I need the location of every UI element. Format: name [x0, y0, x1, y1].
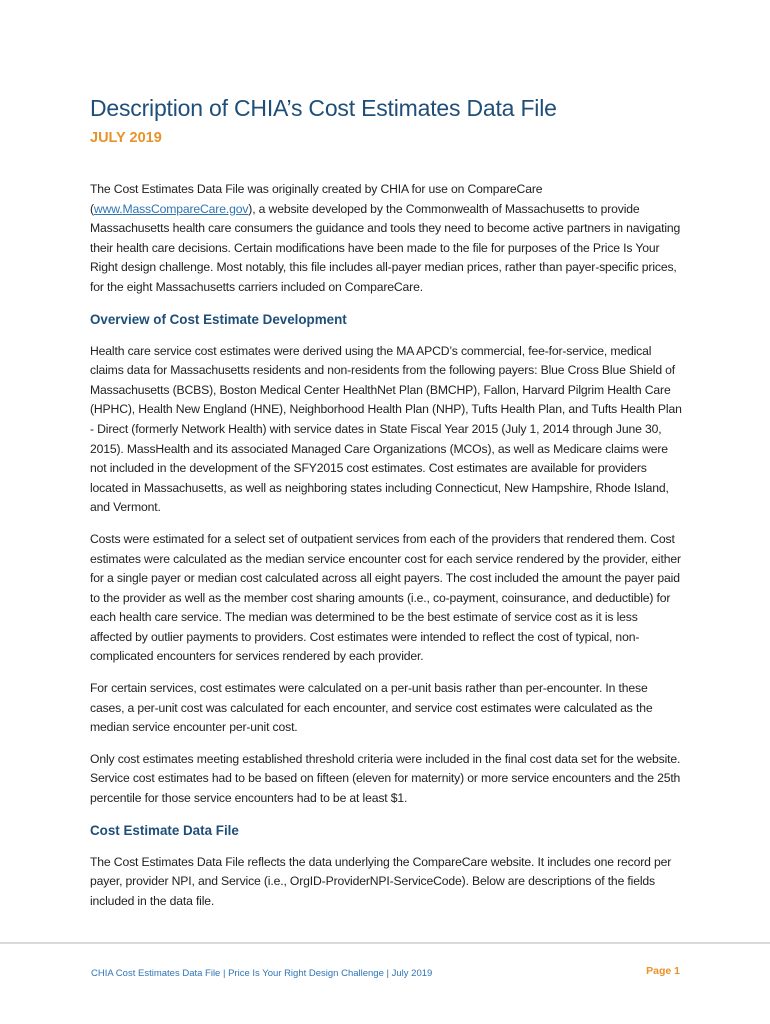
footer-text: CHIA Cost Estimates Data File | Price Is Your Right Design Challenge | July 2019 — [91, 968, 433, 979]
overview-paragraph-1: Health care service cost estimates were derived using the MA APCD’s commercial, fee-for-service, medical claims data for Massachusetts residents and non-residents from the following payers: Blue Cross Blue Shield of Massachusetts (BCBS), Boston Medical Center HealthNet Plan (BMCHP), Fallon, Harvard Pilgrim Health Care (HPHC), Health New England (HNE), Neighborhood Health Plan (NHP), Tufts Health Plan, and Tufts Health Plan - Direct (formerly Network Health) with service dates in State Fiscal Year 2015 (July 1, 2014 through June 30, 2015). MassHealth and its associated Managed Care Organizations (MCOs), as well as Medicare claims were not included in the development of the SFY2015 cost estimates. Cost estimates are available for providers located in Massachusetts, as well as neighboring states including Connecticut, New Hampshire, Rhode Island, and Vermont. — [90, 343, 682, 515]
overview-paragraph-3: For certain services, cost estimates were calculated on a per-unit basis rather than per-encounter. In these cases, a per-unit cost was calculated for each encounter, and service cost estimates were calculated as the median service encounter per-unit cost. — [90, 681, 653, 735]
intro-paragraph — [90, 180, 682, 298]
intro-text-after-link: ), a website developed by the Commonwealth of Massachusetts to provide Massachusetts health care consumers the guidance and tools they need to become active partners in navigating their health care decisions. Certain modifications have been made to the file for purposes of the Price Is Your Right design challenge. Most notably, this file includes all-payer median prices, rather than payer-specific prices, for the eight Massachusetts carriers included on CompareCare. — [90, 201, 681, 294]
document-title: Description of CHIA’s Cost Estimates Data File — [90, 95, 557, 121]
overview-paragraph-4: Only cost estimates meeting established threshold criteria were included in the final cost data set for the website. Service cost estimates had to be based on fifteen (eleven for maternity) or more service encounters and the 25th percentile for those service encounters had to be at least $1. — [90, 751, 681, 806]
data-file-heading: Cost Estimate Data File — [90, 822, 239, 838]
footer-divider — [0, 942, 770, 944]
overview-paragraph-2: Costs were estimated for a select set of outpatient services from each of the providers that rendered them. Cost estimates were calculated as the median service encounter cost for each service rendered by the provider, either for a single payer or median cost calculated across all eight payers. The cost included the amount the payer paid to the provider as well as the member cost sharing amounts (i.e., co-payment, coinsurance, and deductible) for each health care service. The median was determined to be the best estimate of service cost as it is less affected by outlier payments to providers. Cost estimates were intended to reflect the cost of typical, non-complicated encounters for services rendered by each provider. — [90, 531, 681, 664]
masscomparecare-link[interactable]: www.MassCompareCare.gov — [93, 201, 249, 216]
intro-text-before-link: The Cost Estimates Data File was originally created by CHIA for use on CompareCare ( — [90, 182, 543, 216]
overview-heading: Overview of Cost Estimate Development — [90, 311, 347, 327]
data-file-paragraph: The Cost Estimates Data File reflects the data underlying the CompareCare website. It includes one record per payer, provider NPI, and Service (i.e., OrgID-ProviderNPI-ServiceCode). Below are descriptions of the fields included in the data file. — [90, 854, 672, 908]
document-date: JULY 2019 — [90, 130, 162, 146]
page-content — [90, 92, 682, 911]
page-number: Page 1 — [646, 965, 680, 977]
